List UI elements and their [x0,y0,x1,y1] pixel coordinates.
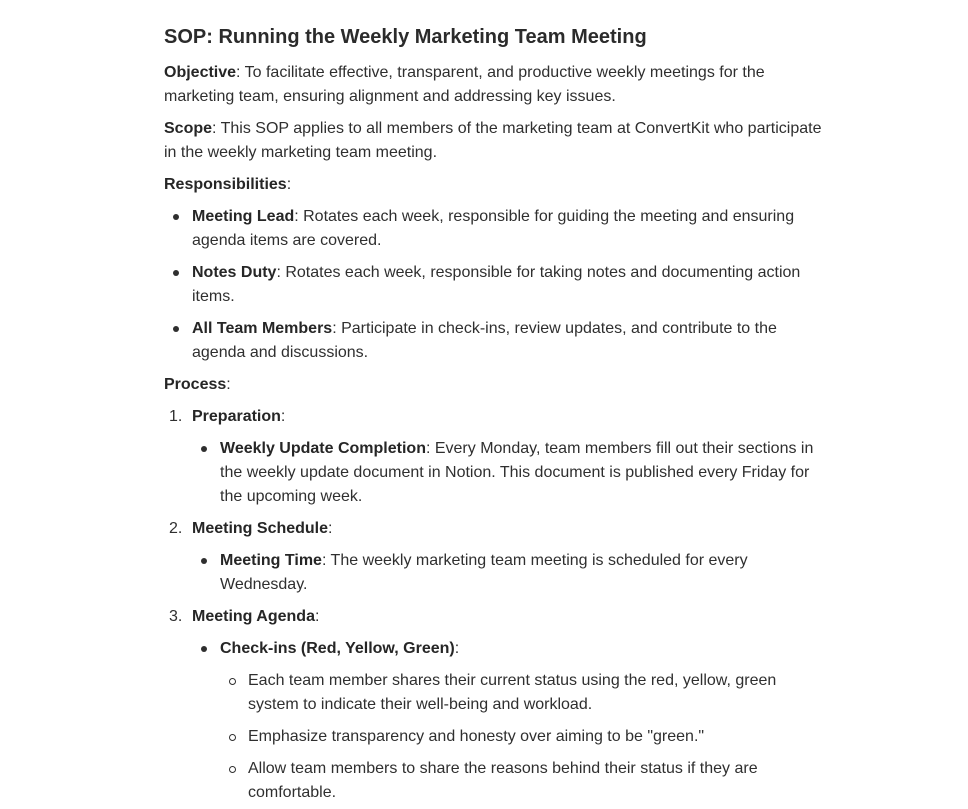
step-number: 2. [169,520,183,537]
step-sublist [192,637,824,805]
page-title: SOP: Running the Weekly Marketing Team Meeting [164,26,647,48]
list-item: Check-ins (Red, Yellow, Green): Each team member shares their current status using the red, yellow, green system to indicate their well-being and workload. Emphasize transparency and honesty over aiming to be "green." Allow team members to share the reasons behind their status if they are comfortable. [192,637,824,805]
objective-paragraph [164,61,824,109]
list-item: Meeting Time: The weekly marketing team meeting is scheduled for every Wednesday. [192,549,824,597]
hollow-bullet-icon [229,678,236,685]
sop-document [164,22,824,805]
list-item: Weekly Update Completion: Every Monday, team members fill out their sections in the weekly update document in Notion. This document is published every Friday for the upcoming week. [192,437,824,509]
bullet-icon [201,446,207,452]
process-step: 2. Meeting Schedule: Meeting Time: The weekly marketing team meeting is scheduled for every Wednesday. [164,517,824,597]
responsibilities-label: Responsibilities [164,176,287,193]
list-item: All Team Members: Participate in check-ins, review updates, and contribute to the agenda and discussions. [164,317,824,365]
process-label: Process [164,376,227,393]
objective-text: : To facilitate effective, transparent, and productive weekly meetings for the marketing team, ensuring alignment and addressing key issues. [164,64,765,105]
step-sublist [192,549,824,597]
checkin-sublist [220,669,824,805]
bullet-icon [173,326,179,332]
list-item: Emphasize transparency and honesty over aiming to be "green." [220,725,824,749]
list-item: Allow team members to share the reasons behind their status if they are comfortable. [220,757,824,805]
list-item: Each team member shares their current status using the red, yellow, green system to indicate their well-being and workload. [220,669,824,717]
scope-text: : This SOP applies to all members of the marketing team at ConvertKit who participate in the weekly marketing team meeting. [164,120,822,161]
step-number: 1. [169,408,183,425]
list-item: Notes Duty: Rotates each week, responsible for taking notes and documenting action items. [164,261,824,309]
bullet-icon [201,558,207,564]
process-heading: Process: [164,376,231,393]
responsibilities-heading: Responsibilities: [164,176,292,193]
process-steps-list [164,405,824,805]
step-sublist [192,437,824,509]
responsibilities-list [164,205,824,365]
step-number: 3. [169,608,183,625]
scope-paragraph [164,117,824,165]
bullet-icon [173,270,179,276]
list-item: Meeting Lead: Rotates each week, responsible for guiding the meeting and ensuring agenda items are covered. [164,205,824,253]
hollow-bullet-icon [229,766,236,773]
bullet-icon [173,214,179,220]
process-step: 1. Preparation: Weekly Update Completion: Every Monday, team members fill out their sections in the weekly update document in Notion. This document is published every Friday for the upcoming week. [164,405,824,509]
process-step: 3. Meeting Agenda: Check-ins (Red, Yellow, Green): Each team member shares their current status using the red, yellow, green system to indicate their well-being and workload. Emphasize transparency and honesty over aiming to be "green." Allow team members to share the reasons behind their status if they are comfortable. [164,605,824,805]
objective-label: Objective [164,64,237,81]
bullet-icon [201,646,207,652]
hollow-bullet-icon [229,734,236,741]
scope-label: Scope [164,120,213,137]
